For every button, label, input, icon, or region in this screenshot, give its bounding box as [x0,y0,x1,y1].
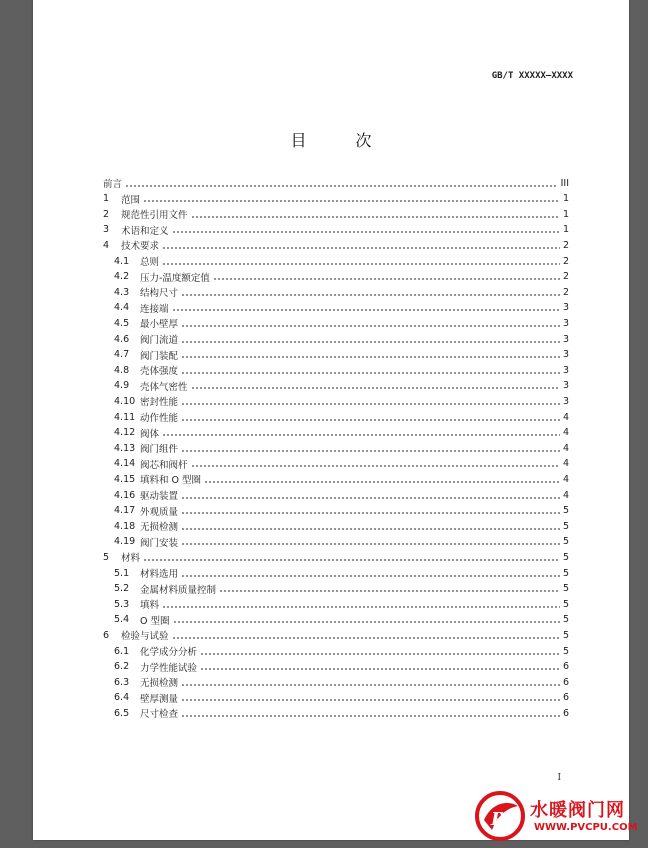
toc-entry-page: 4 [562,489,569,501]
toc-entry-label: O 型圈 [140,615,170,627]
toc-leader-dots [181,350,560,359]
toc-entry[interactable] [103,582,569,596]
toc-entry-label: 壳体气密性 [140,381,188,393]
toc-entry-number: 4.10 [114,395,136,407]
toc-leader-dots [191,381,560,390]
toc-entry-label: 壳体强度 [140,366,179,378]
toc-leader-dots [162,241,560,250]
toc-entry[interactable] [103,223,569,237]
toc-entry[interactable] [103,285,569,299]
toc-entry-number: 4.15 [114,473,136,485]
toc-entry-number: 4 [103,239,110,251]
toc-entry-label: 壁厚测量 [140,693,179,705]
document-page [33,0,629,840]
toc-entry[interactable] [103,316,569,330]
toc-entry-label: 最小壁厚 [140,319,179,331]
toc-entry-label: 阀门装配 [140,350,179,362]
toc-entry-label: 驱动装置 [140,491,179,502]
toc-entry[interactable] [103,426,569,440]
toc-leader-dots [181,491,560,500]
toc-entry-number: 6.2 [114,661,130,673]
toc-entry[interactable] [103,566,569,580]
toc-leader-dots [162,600,560,609]
toc-entry-page: 6 [562,661,569,673]
toc-entry-label: 连接端 [140,303,169,315]
toc-leader-dots [181,319,560,328]
toc-leader-dots [191,210,560,219]
toc-entry-number: 4.18 [114,520,136,532]
toc-leader-dots [143,194,560,203]
toc-entry-page: 6 [562,692,569,704]
toc-entry-page: 5 [562,629,569,641]
watermark-text: 水暖阀门网 [530,800,625,821]
toc-entry[interactable] [103,238,569,252]
toc-entry-number: 4.6 [114,333,130,345]
toc-entry[interactable] [103,472,569,486]
toc-leader-dots [181,366,560,375]
page-number: I [557,773,561,783]
toc-leader-dots [200,662,560,671]
toc-entry[interactable] [103,597,569,611]
toc-entry-page: 6 [562,676,569,688]
toc-entry-label: 无损检测 [140,522,179,534]
toc-entry-page: 4 [562,411,569,423]
toc-entry[interactable] [103,379,569,393]
toc-entry-label: 外观质量 [140,506,179,518]
toc-entry[interactable] [103,660,569,674]
toc-entry-number: 1 [103,193,110,205]
toc-leader-dots [200,647,560,656]
toc-entry-page: III [560,177,569,189]
toc-entry[interactable] [103,270,569,284]
toc-entry-label: 材料 [121,553,141,565]
toc-entry-label: 密封性能 [140,397,179,409]
toc-entry-number: 3 [103,224,110,236]
toc-entry-page: 1 [562,208,569,220]
toc-entry[interactable] [103,394,569,408]
toc-entry-label: 动作性能 [140,413,179,424]
toc-entry-label: 尺寸检查 [140,709,179,721]
toc-entry[interactable] [103,706,569,720]
toc-entry[interactable] [103,176,569,190]
toc-entry-number: 6 [103,629,110,641]
toc-leader-dots [181,397,560,406]
toc-entry-page: 3 [562,333,569,345]
toc-entry-number: 4.7 [114,349,130,361]
toc-entry-label: 范围 [121,194,141,206]
toc-entry-label: 前言 [103,179,123,190]
toc-entry[interactable] [103,332,569,346]
toc-entry-number: 4.17 [114,505,136,517]
toc-leader-dots [181,709,560,718]
toc-entry-page: 1 [562,193,569,205]
toc-entry-number: 4.4 [114,302,130,314]
toc-entry[interactable] [103,535,569,549]
toc-entry-label: 结构尺寸 [140,288,179,300]
toc-entry-page: 4 [562,458,569,470]
toc-leader-dots [181,537,560,546]
toc-leader-dots [162,428,560,437]
toc-entry-page: 4 [562,473,569,485]
toc-entry-number: 6.5 [114,707,130,719]
toc-entry-page: 3 [562,349,569,361]
toc-entry[interactable] [103,504,569,518]
toc-entry[interactable] [103,192,569,206]
toc-entry-page: 4 [562,427,569,439]
toc-entry[interactable] [103,550,569,564]
toc-entry[interactable] [103,441,569,455]
toc-entry[interactable] [103,519,569,533]
toc-leader-dots [191,459,560,468]
toc-leader-dots [181,678,560,687]
toc-entry[interactable] [103,348,569,362]
toc-entry[interactable] [103,254,569,268]
toc-entry-page: 2 [562,286,569,298]
toc-entry-page: 5 [562,536,569,548]
toc-entry-page: 3 [562,395,569,407]
toc-entry-label: 填料和 O 型圈 [140,475,202,487]
toc-entry-number: 4.11 [114,411,136,423]
toc-entry[interactable] [103,675,569,689]
toc-leader-dots [181,569,560,578]
toc-entry-number: 6.3 [114,676,130,688]
toc-entry-number: 6.4 [114,692,130,704]
toc-entry-label: 填料 [140,600,160,612]
toc-entry-number: 4.12 [114,427,136,439]
toc-entry-page: 3 [562,302,569,314]
toc-leader-dots [181,693,560,702]
toc-entry-page: 5 [562,645,569,657]
svg-text:Pv: Pv [491,809,515,830]
toc-entry-label: 阀体 [140,428,160,440]
toc-entry-label: 力学性能试验 [140,662,198,674]
toc-entry-page: 3 [562,317,569,329]
toc-entry-page: 5 [562,598,569,610]
toc-entry[interactable] [103,644,569,658]
toc-entry-number: 4.8 [114,364,130,376]
toc-entry-page: 5 [562,614,569,626]
toc-entry-page: 4 [562,442,569,454]
toc-entry-number: 4.1 [114,255,130,267]
toc-entry-label: 术语和定义 [121,225,169,237]
toc-leader-dots [181,413,560,422]
toc-entry-number: 4.16 [114,489,136,501]
toc-entry-label: 压力-温度额定值 [140,272,210,284]
toc-leader-dots [125,179,558,188]
page-title: 目 次 [290,131,394,150]
toc-entry-number: 2 [103,208,110,220]
toc-entry-number: 4.19 [114,536,136,548]
toc-entry-number: 4.9 [114,380,130,392]
toc-leader-dots [143,553,560,562]
toc-entry[interactable] [103,363,569,377]
toc-entry-label: 阀门安装 [140,537,179,549]
toc-leader-dots [213,272,560,281]
toc-entry[interactable] [103,457,569,471]
toc-leader-dots [181,522,560,531]
toc-entry-number: 5.4 [114,614,130,626]
toc-leader-dots [181,444,560,453]
toc-entry-page: 2 [562,239,569,251]
toc-entry-page: 5 [562,567,569,579]
toc-entry-number: 5.1 [114,567,130,579]
watermark [474,790,646,846]
toc-entry[interactable] [103,207,569,221]
toc-entry-page: 3 [562,364,569,376]
toc-entry-label: 材料选用 [140,569,179,580]
toc-leader-dots [173,615,560,624]
toc-entry-number: 5.2 [114,583,130,595]
pv-logo-icon [474,790,526,842]
toc-entry-number: 6.1 [114,645,130,657]
toc-entry-label: 技术要求 [121,241,160,253]
toc-leader-dots [204,475,560,484]
toc-leader-dots [162,257,560,266]
toc-leader-dots [172,225,560,234]
toc-entry-number: 4.14 [114,458,136,470]
toc-entry-label: 无损检测 [140,678,179,690]
toc-entry[interactable] [103,410,569,424]
toc-entry-page: 1 [562,224,569,236]
watermark-url: WWW.PVCPU.COM [534,822,638,833]
toc-entry-page: 5 [562,583,569,595]
toc-entry-label: 阀门组件 [140,444,179,456]
toc-entry-number: 4.13 [114,442,136,454]
toc-entry-number: 4.3 [114,286,130,298]
toc-entry-label: 规范性引用文件 [121,210,188,222]
toc-entry[interactable] [103,628,569,642]
standard-code: GB/T XXXXX—XXXX [491,71,573,81]
toc-entry-page: 5 [562,520,569,532]
toc-entry-label: 阀门流道 [140,335,179,346]
toc-entry-number: 5 [103,551,110,563]
toc-entry-page: 2 [562,271,569,283]
toc-leader-dots [219,584,560,593]
toc-leader-dots [181,506,560,515]
toc-entry-number: 5.3 [114,598,130,610]
toc-entry[interactable] [103,301,569,315]
toc-leader-dots [181,335,560,344]
toc-entry-page: 5 [562,505,569,517]
toc-leader-dots [172,631,560,640]
toc-entry-label: 检验与试验 [121,631,169,643]
toc-leader-dots [172,303,560,312]
toc-entry-page: 3 [562,380,569,392]
toc-entry-number: 4.2 [114,271,130,283]
toc-entry-label: 金属材料质量控制 [140,584,217,596]
toc-entry[interactable] [103,691,569,705]
toc-entry-page: 6 [562,707,569,719]
toc-entry-label: 总则 [140,257,160,268]
toc-entry-page: 5 [562,551,569,563]
toc-entry[interactable] [103,488,569,502]
toc-leader-dots [181,288,560,297]
toc-entry[interactable] [103,613,569,627]
toc-entry-page: 2 [562,255,569,267]
toc-entry-label: 阀芯和阀杆 [140,459,188,471]
toc-entry-number: 4.5 [114,317,130,329]
toc-entry-label: 化学成分分析 [140,647,198,658]
